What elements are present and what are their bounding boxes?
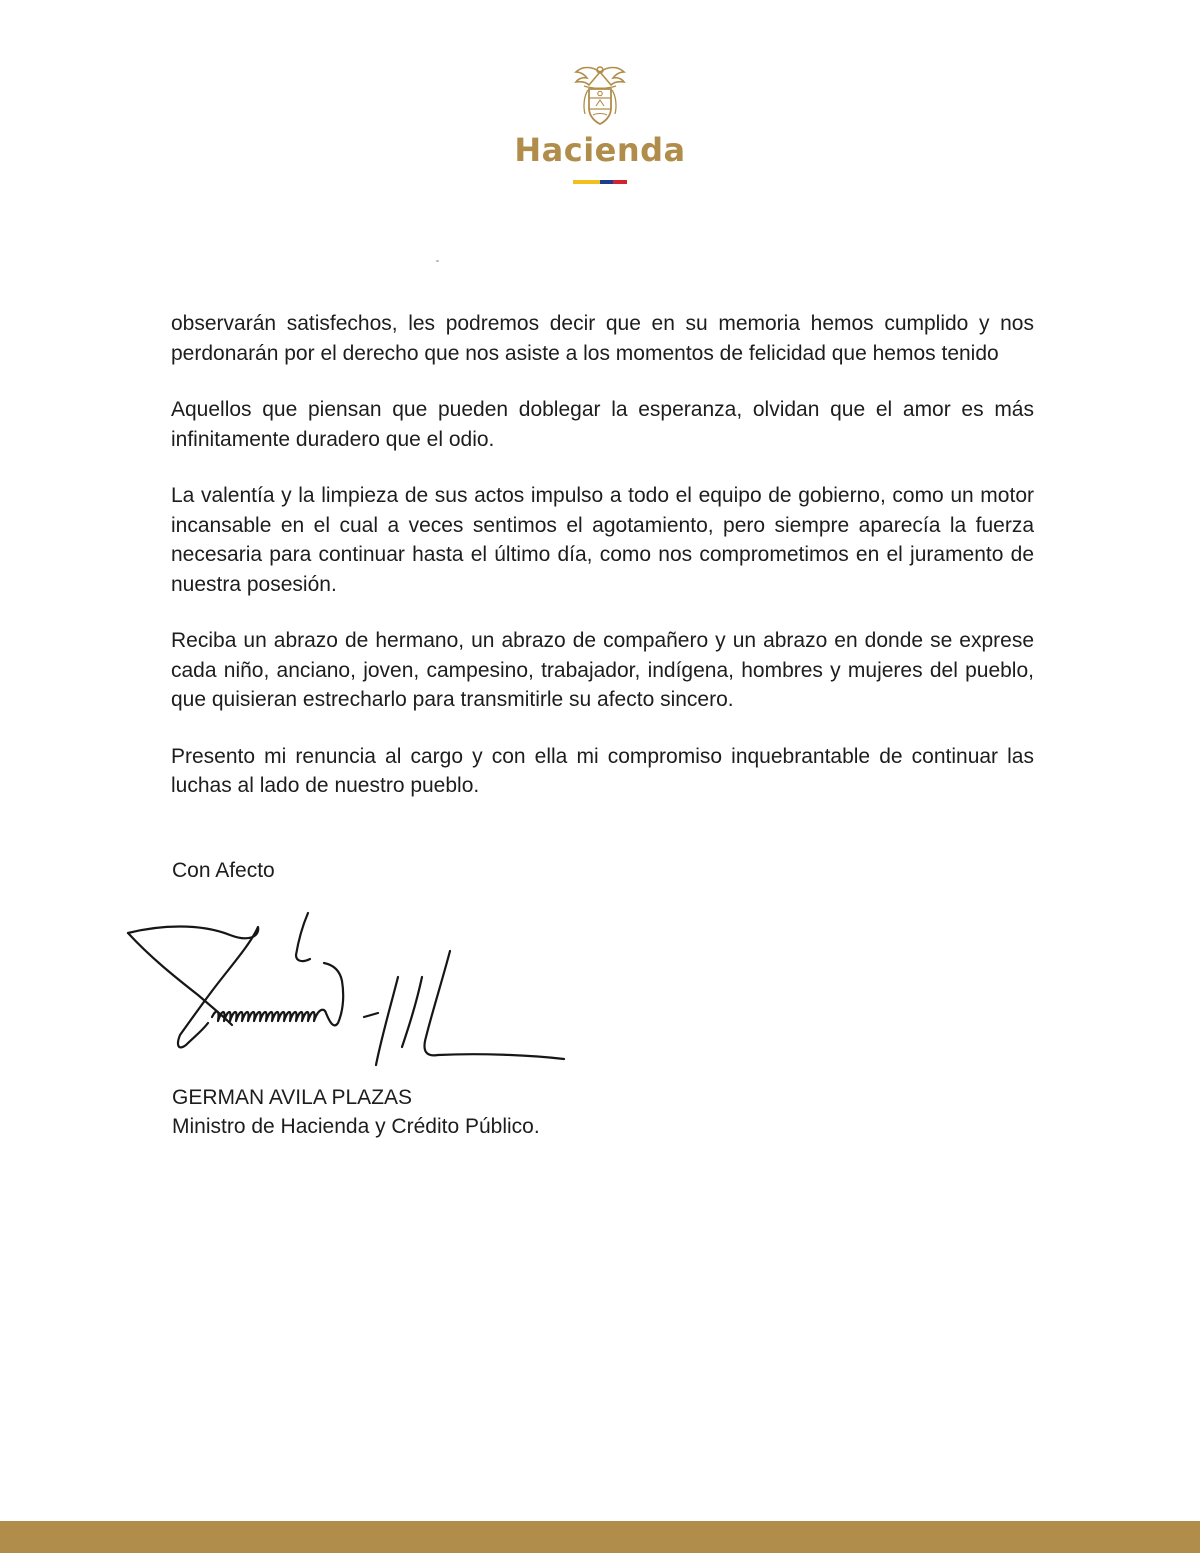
signer-block — [172, 1083, 540, 1141]
scan-speck — [436, 260, 439, 262]
colombia-flag-bar — [573, 180, 627, 184]
letter-paragraph: Reciba un abrazo de hermano, un abrazo de compañero y un abrazo en donde se exprese cada niño, anciano, joven, campesino, trabajador, indígena, hombres y mujeres del pueblo, que quisieran estrecharlo para transmitirle su afecto sincero. — [171, 629, 1034, 711]
signer-title: Ministro de Hacienda y Crédito Público. — [172, 1115, 540, 1138]
letter-body — [171, 309, 1034, 828]
letter-paragraph: observarán satisfechos, les podremos decir que en su memoria hemos cumplido y nos perdonarán por el derecho que nos asiste a los momentos de felicidad que hemos tenido — [171, 312, 1034, 365]
flag-yellow-stripe — [573, 180, 600, 184]
signer-name: GERMAN AVILA PLAZAS — [172, 1086, 413, 1109]
footer-bar — [0, 1521, 1200, 1553]
flag-red-stripe — [613, 180, 627, 184]
letterhead — [0, 62, 1200, 184]
flag-blue-stripe — [600, 180, 613, 184]
brand-name: Hacienda — [514, 131, 686, 169]
letter-closing: Con Afecto — [172, 859, 275, 882]
letter-paragraph: La valentía y la limpieza de sus actos impulso a todo el equipo de gobierno, como un motor incansable en el cual a veces sentimos el agotamiento, pero siempre aparecía la fuerza necesaria para continuar hasta el último día, como nos comprometimos en el juramento de nuestra posesión. — [171, 484, 1034, 596]
letter-paragraph: Aquellos que piensan que pueden doblegar la esperanza, olvidan que el amor es más infinitamente duradero que el odio. — [171, 398, 1034, 451]
letter-paragraph: Presento mi renuncia al cargo y con ella mi compromiso inquebrantable de continuar las luchas al lado de nuestro pueblo. — [171, 744, 1034, 797]
handwritten-signature — [120, 905, 580, 1080]
colombia-coat-of-arms-icon — [570, 62, 630, 128]
